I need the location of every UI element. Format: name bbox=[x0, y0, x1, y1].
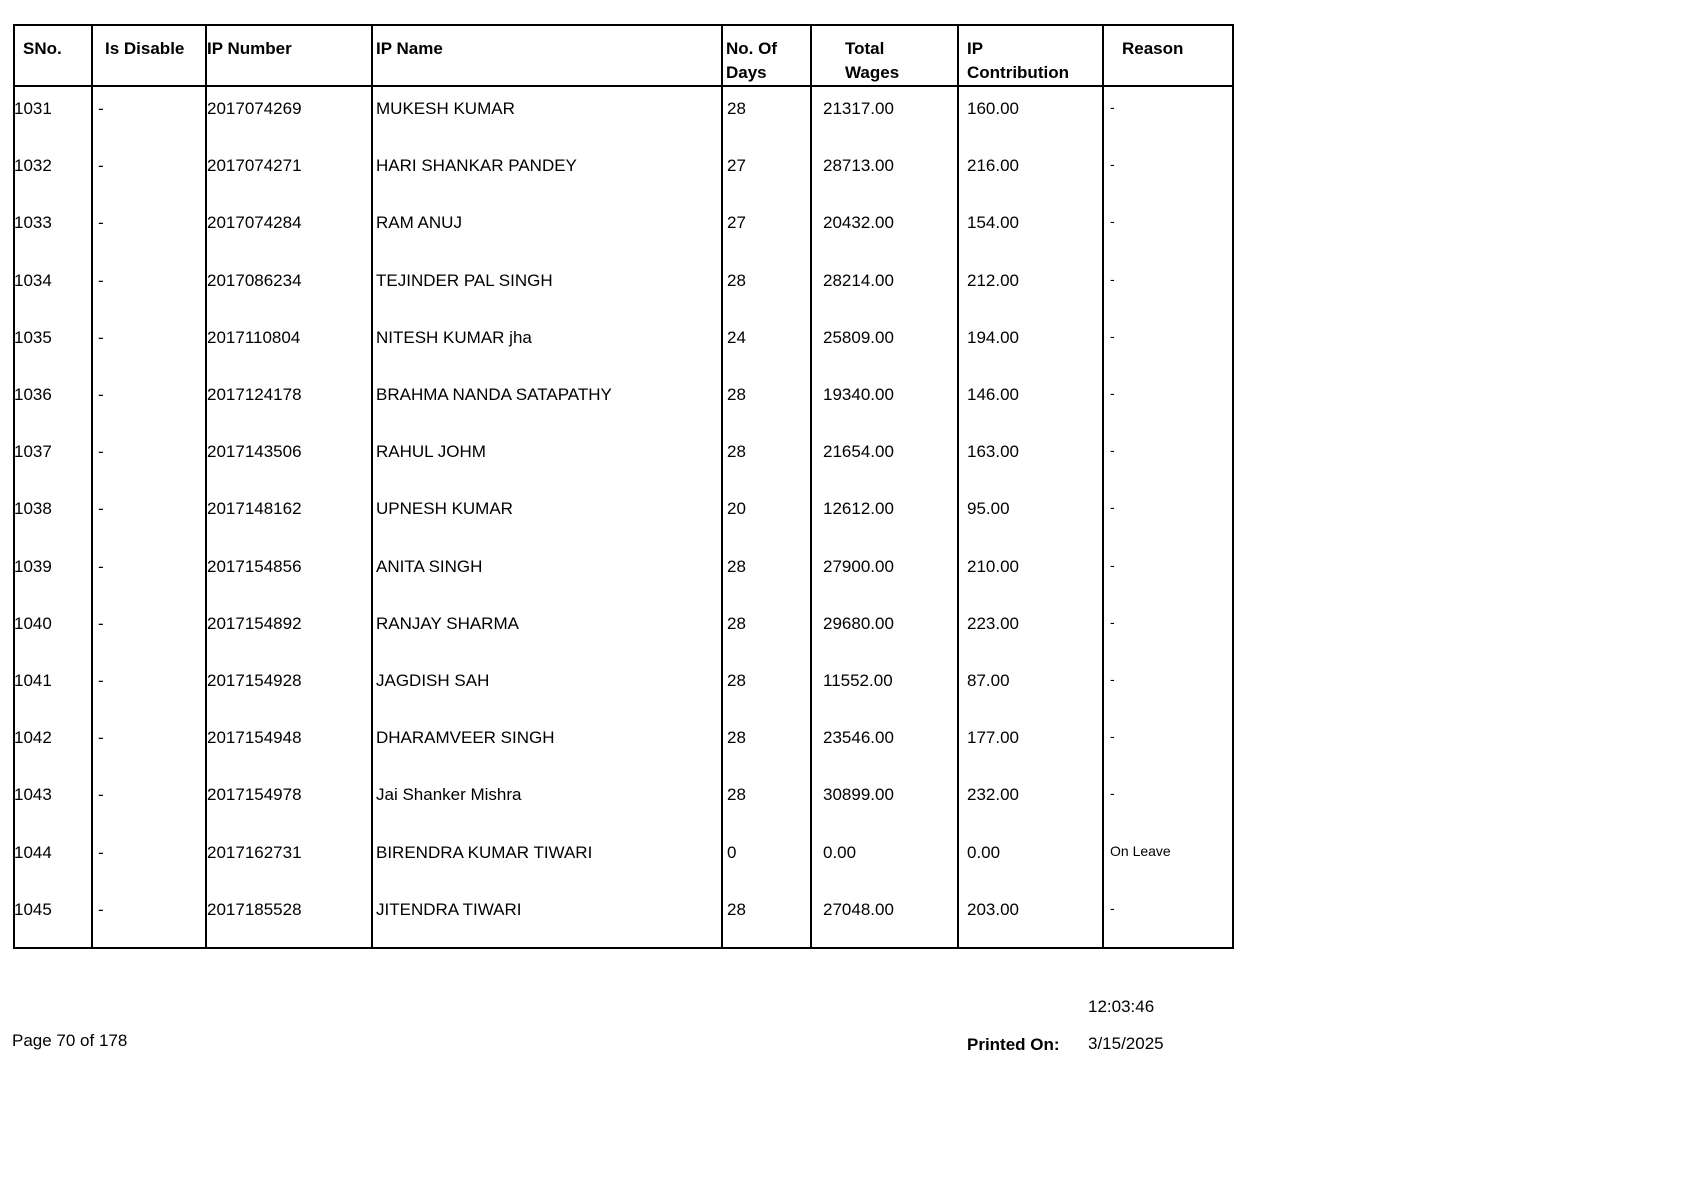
cell-total-wages: 0.00 bbox=[823, 842, 857, 862]
cell-total-wages: 23546.00 bbox=[823, 728, 894, 748]
cell-ip-number: 2017110804 bbox=[207, 327, 301, 347]
cell-ip-contribution: 223.00 bbox=[967, 613, 1019, 633]
cell-ip-name: Jai Shanker Mishra bbox=[376, 785, 522, 805]
cell-total-wages: 28214.00 bbox=[823, 270, 894, 290]
cell-ip-name: NITESH KUMAR jha bbox=[376, 327, 532, 347]
cell-days: 28 bbox=[727, 671, 746, 690]
cell-ip-number: 2017143506 bbox=[207, 442, 302, 462]
cell-total-wages: 19340.00 bbox=[823, 385, 894, 404]
cell-reason: - bbox=[1110, 270, 1115, 287]
cell-is-disable: - bbox=[98, 899, 104, 919]
cell-ip-contribution: 0.00 bbox=[967, 842, 1001, 862]
cell-ip-name: DHARAMVEER SINGH bbox=[376, 728, 555, 748]
cell-total-wages: 11552.00 bbox=[823, 671, 893, 690]
cell-total-wages: 21317.00 bbox=[823, 99, 894, 118]
cell-sno: 1043 bbox=[14, 785, 52, 805]
cell-sno: 1044 bbox=[14, 842, 52, 862]
cell-sno: 1045 bbox=[14, 899, 52, 919]
cell-reason: - bbox=[1110, 156, 1115, 173]
cell-sno: 1031 bbox=[14, 99, 52, 118]
cell-ip-contribution: 210.00 bbox=[967, 556, 1019, 576]
header-no-of-days: No. Of Days bbox=[726, 39, 777, 82]
table-row bbox=[15, 831, 1232, 888]
cell-total-wages: 25809.00 bbox=[823, 327, 894, 347]
table-row bbox=[15, 602, 1232, 659]
cell-reason: On Leave bbox=[1110, 842, 1171, 859]
cell-days: 28 bbox=[727, 613, 746, 633]
table-row bbox=[15, 773, 1232, 830]
cell-reason: - bbox=[1110, 99, 1115, 115]
cell-sno: 1042 bbox=[14, 728, 52, 748]
cell-ip-number: 2017162731 bbox=[207, 842, 302, 862]
cell-reason: - bbox=[1110, 785, 1115, 802]
cell-ip-contribution: 87.00 bbox=[967, 671, 1010, 690]
cell-reason: - bbox=[1110, 442, 1115, 459]
cell-sno: 1039 bbox=[14, 556, 52, 576]
cell-ip-contribution: 163.00 bbox=[967, 442, 1019, 462]
cell-ip-name: ANITA SINGH bbox=[376, 556, 483, 576]
cell-ip-name: HARI SHANKAR PANDEY bbox=[376, 156, 577, 176]
table-row bbox=[15, 430, 1232, 487]
cell-ip-contribution: 146.00 bbox=[967, 385, 1019, 404]
cell-sno: 1040 bbox=[14, 613, 52, 633]
cell-ip-contribution: 154.00 bbox=[967, 213, 1019, 233]
cell-ip-contribution: 216.00 bbox=[967, 156, 1019, 176]
cell-days: 28 bbox=[727, 442, 746, 462]
cell-is-disable: - bbox=[98, 385, 104, 404]
cell-sno: 1034 bbox=[14, 270, 52, 290]
cell-reason: - bbox=[1110, 327, 1115, 344]
cell-ip-name: JAGDISH SAH bbox=[376, 671, 490, 690]
cell-is-disable: - bbox=[98, 785, 104, 805]
cell-ip-contribution: 212.00 bbox=[967, 270, 1019, 290]
cell-ip-name: UPNESH KUMAR bbox=[376, 499, 513, 519]
cell-days: 28 bbox=[727, 385, 746, 404]
cell-is-disable: - bbox=[98, 213, 104, 233]
cell-days: 28 bbox=[727, 899, 746, 919]
cell-reason: - bbox=[1110, 385, 1115, 401]
cell-reason: - bbox=[1110, 556, 1115, 573]
cell-reason: - bbox=[1110, 213, 1115, 230]
cell-is-disable: - bbox=[98, 556, 104, 576]
cell-total-wages: 28713.00 bbox=[823, 156, 894, 176]
print-time: 12:03:46 bbox=[1088, 997, 1155, 1016]
cell-total-wages: 30899.00 bbox=[823, 785, 894, 805]
table-row bbox=[15, 888, 1232, 945]
cell-sno: 1035 bbox=[14, 327, 52, 347]
cell-days: 27 bbox=[727, 156, 746, 176]
cell-total-wages: 29680.00 bbox=[823, 613, 894, 633]
table-row bbox=[15, 316, 1232, 373]
cell-total-wages: 27048.00 bbox=[823, 899, 894, 919]
cell-sno: 1033 bbox=[14, 213, 52, 233]
header-ip-name: IP Name bbox=[376, 39, 443, 58]
cell-is-disable: - bbox=[98, 442, 104, 462]
cell-is-disable: - bbox=[98, 270, 104, 290]
table-row bbox=[15, 201, 1232, 258]
cell-ip-number: 2017154948 bbox=[207, 728, 302, 748]
cell-ip-name: JITENDRA TIWARI bbox=[376, 899, 522, 919]
cell-days: 28 bbox=[727, 728, 746, 748]
cell-is-disable: - bbox=[98, 156, 104, 176]
cell-reason: - bbox=[1110, 728, 1115, 745]
table-row bbox=[15, 144, 1232, 201]
table-row bbox=[15, 716, 1232, 773]
cell-ip-number: 2017148162 bbox=[207, 499, 302, 519]
table-row bbox=[15, 373, 1232, 430]
cell-days: 28 bbox=[727, 556, 746, 576]
cell-ip-contribution: 95.00 bbox=[967, 499, 1010, 519]
cell-ip-name: RAM ANUJ bbox=[376, 213, 462, 233]
cell-total-wages: 12612.00 bbox=[823, 499, 894, 519]
cell-ip-number: 2017074284 bbox=[207, 213, 302, 233]
print-date: 3/15/2025 bbox=[1088, 1034, 1164, 1053]
cell-ip-contribution: 232.00 bbox=[967, 785, 1019, 805]
header-is-disable: Is Disable bbox=[105, 39, 185, 58]
header-total-wages: Total Wages bbox=[845, 39, 900, 82]
cell-ip-contribution: 177.00 bbox=[967, 728, 1019, 748]
cell-reason: - bbox=[1110, 899, 1115, 916]
cell-ip-number: 2017074271 bbox=[207, 156, 302, 176]
table-row bbox=[15, 87, 1232, 144]
cell-days: 28 bbox=[727, 99, 746, 118]
contribution-table bbox=[13, 24, 1234, 949]
header-sno: SNo. bbox=[23, 39, 62, 58]
printed-on-label: Printed On: bbox=[967, 1035, 1060, 1054]
cell-ip-name: RANJAY SHARMA bbox=[376, 613, 519, 633]
cell-sno: 1036 bbox=[14, 385, 52, 404]
cell-ip-name: TEJINDER PAL SINGH bbox=[376, 270, 553, 290]
cell-ip-name: BRAHMA NANDA SATAPATHY bbox=[376, 385, 612, 404]
cell-ip-name: MUKESH KUMAR bbox=[376, 99, 515, 118]
cell-reason: - bbox=[1110, 671, 1115, 687]
cell-is-disable: - bbox=[98, 327, 104, 347]
header-reason: Reason bbox=[1122, 39, 1184, 58]
cell-ip-number: 2017154856 bbox=[207, 556, 302, 576]
header-ip-number: IP Number bbox=[207, 39, 292, 58]
cell-reason: - bbox=[1110, 613, 1115, 630]
cell-ip-number: 2017154892 bbox=[207, 613, 302, 633]
cell-ip-number: 2017154928 bbox=[207, 671, 302, 690]
cell-is-disable: - bbox=[98, 842, 104, 862]
cell-total-wages: 27900.00 bbox=[823, 556, 894, 576]
table-row bbox=[15, 659, 1232, 716]
cell-ip-name: RAHUL JOHM bbox=[376, 442, 486, 462]
cell-ip-number: 2017154978 bbox=[207, 785, 302, 805]
cell-days: 28 bbox=[727, 785, 746, 805]
cell-days: 20 bbox=[727, 499, 746, 519]
page-number: Page 70 of 178 bbox=[12, 1031, 128, 1050]
cell-days: 0 bbox=[727, 842, 737, 862]
cell-ip-number: 2017185528 bbox=[207, 899, 302, 919]
cell-days: 28 bbox=[727, 270, 746, 290]
table-row bbox=[15, 487, 1232, 544]
cell-sno: 1038 bbox=[14, 499, 52, 519]
cell-ip-number: 2017086234 bbox=[207, 270, 302, 290]
cell-ip-contribution: 203.00 bbox=[967, 899, 1019, 919]
cell-days: 24 bbox=[727, 327, 746, 347]
cell-is-disable: - bbox=[98, 728, 104, 748]
header-ip-contribution: IP Contribution bbox=[967, 39, 1069, 82]
cell-is-disable: - bbox=[98, 671, 104, 690]
table-row bbox=[15, 545, 1232, 602]
table-row bbox=[15, 259, 1232, 316]
cell-is-disable: - bbox=[98, 99, 104, 118]
cell-ip-number: 2017074269 bbox=[207, 99, 302, 118]
cell-is-disable: - bbox=[98, 613, 104, 633]
cell-total-wages: 21654.00 bbox=[823, 442, 894, 462]
cell-ip-number: 2017124178 bbox=[207, 385, 302, 404]
cell-ip-contribution: 160.00 bbox=[967, 99, 1019, 118]
cell-reason: - bbox=[1110, 499, 1115, 516]
cell-total-wages: 20432.00 bbox=[823, 213, 894, 233]
cell-ip-contribution: 194.00 bbox=[967, 327, 1019, 347]
cell-sno: 1037 bbox=[14, 442, 52, 462]
cell-is-disable: - bbox=[98, 499, 104, 519]
cell-sno: 1041 bbox=[14, 671, 52, 690]
cell-ip-name: BIRENDRA KUMAR TIWARI bbox=[376, 842, 593, 862]
cell-sno: 1032 bbox=[14, 156, 52, 176]
cell-days: 27 bbox=[727, 213, 746, 233]
